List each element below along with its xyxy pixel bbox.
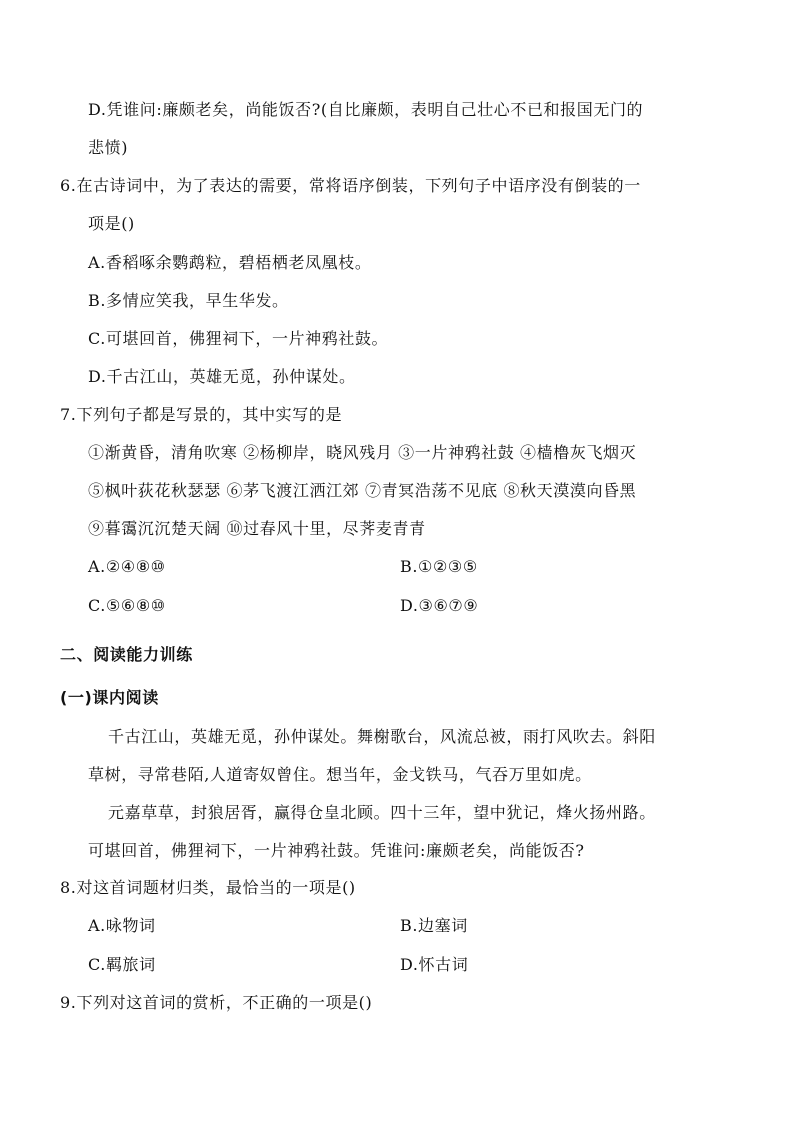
q7-option-b: B.①②③⑤ [400,557,478,576]
q6-option-b: B.多情应笑我，早生华发。 [88,291,289,310]
section-title: 二、阅读能力训练 [60,645,193,664]
q7-option-c: C.⑤⑥⑧⑩ [88,596,166,615]
q6-option-c: C.可堪回首，佛狸祠下，一片神鸦社鼓。 [88,329,389,348]
q9-stem: 9.下列对这首词的赏析，不正确的一项是() [60,993,373,1012]
q5-option-d-line1: D.凭谁问:廉颇老矣，尚能饭否?(自比廉颇，表明自己壮心不已和报国无门的 [88,100,644,119]
q8-option-d: D.怀古词 [400,955,469,974]
q7-stem: 7.下列句子都是写景的，其中实写的是 [60,405,343,424]
sub-section-title: (一)课内阅读 [60,688,159,707]
q6-option-d: D.千古江山，英雄无觅，孙仲谋处。 [88,367,356,386]
q7-items-line1: ①渐黄昏，清角吹寒 ②杨柳岸，晓风残月 ③一片神鸦社鼓 ④樯橹灰飞烟灭 [88,443,637,462]
q8-stem: 8.对这首词题材归类，最恰当的一项是() [60,878,356,897]
q7-items-line2: ⑤枫叶荻花秋瑟瑟 ⑥茅飞渡江洒江郊 ⑦青冥浩荡不见底 ⑧秋天漠漠向昏黑 [88,481,637,500]
passage-p1-line2: 草树，寻常巷陌,人道寄奴曾住。想当年，金戈铁马，气吞万里如虎。 [88,765,592,784]
q6-stem-line2: 项是() [88,214,135,233]
q7-option-a: A.②④⑧⑩ [88,557,166,576]
q8-option-c: C.羁旅词 [88,955,156,974]
q8-option-b: B.边塞词 [400,916,468,935]
q6-stem-line1: 6.在古诗词中，为了表达的需要，常将语序倒装，下列句子中语序没有倒装的一 [60,176,641,195]
passage-p2-line2: 可堪回首，佛狸祠下，一片神鸦社鼓。凭谁问:廉颇老矣，尚能饭否? [88,841,585,860]
passage-p2-line1: 元嘉草草，封狼居胥，赢得仓皇北顾。四十三年，望中犹记，烽火扬州路。 [108,803,656,822]
q6-option-a: A.香稻啄余鹦鹉粒，碧梧栖老凤凰枝。 [88,253,372,272]
q8-option-a: A.咏物词 [88,916,156,935]
q7-items-line3: ⑨暮霭沉沉楚天阔 ⑩过春风十里，尽荠麦青青 [88,519,426,538]
q5-option-d-line2: 悲愤) [88,138,129,157]
q7-option-d: D.③⑥⑦⑨ [400,596,479,615]
passage-p1-line1: 千古江山，英雄无觅，孙仲谋处。舞榭歌台，风流总被，雨打风吹去。斜阳 [108,727,656,746]
